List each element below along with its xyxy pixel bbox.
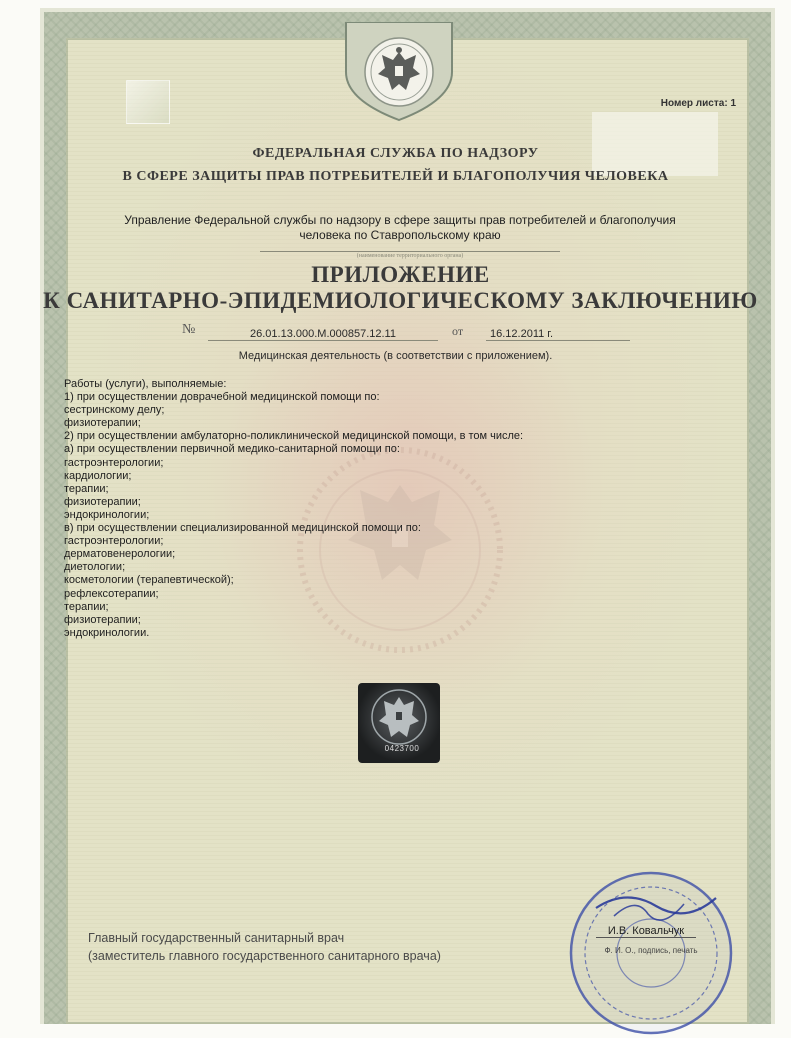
works-list-item: косметологии (терапевтической); bbox=[64, 574, 234, 587]
works-list-item: Работы (услуги), выполняемые: bbox=[64, 378, 227, 390]
works-list-item: рефлексотерапии; bbox=[64, 587, 159, 600]
hologram-serial: 0423700 bbox=[384, 744, 420, 753]
works-list-item: физиотерапии; bbox=[64, 613, 141, 626]
works-list bbox=[64, 378, 624, 640]
hologram-eagle-icon bbox=[358, 683, 440, 753]
works-list-item: физиотерапии; bbox=[64, 417, 141, 430]
works-list-item: гастроэнтерологии; bbox=[64, 456, 164, 469]
document-title-line2: К САНИТАРНО-ЭПИДЕМИОЛОГИЧЕСКОМУ ЗАКЛЮЧЕНИЮ bbox=[43, 288, 758, 313]
signature-caption: Ф. И. О., подпись, печать bbox=[604, 946, 698, 955]
works-list-item: 2) при осуществлении амбулаторно-поликлинической медицинской помощи, в том числе: bbox=[64, 430, 524, 443]
sheet-number: Номер листа: 1 bbox=[660, 98, 736, 109]
paper-light-patch bbox=[592, 112, 718, 176]
date-label: от bbox=[452, 324, 464, 338]
works-list-item: эндокринологии. bbox=[64, 626, 150, 639]
territorial-authority: Управление Федеральной службы по надзору в сфере защиты прав потребителей и благополучия человека по Ставропольскому краю bbox=[124, 213, 676, 242]
works-list-item: терапии; bbox=[64, 482, 109, 495]
signatory-position-deputy: (заместитель главного государственного санитарного врача) bbox=[88, 949, 441, 963]
works-list-item: кардиологии; bbox=[64, 469, 132, 482]
conclusion-number: 26.01.13.000.М.000857.12.11 bbox=[208, 328, 438, 341]
document-title-line1: ПРИЛОЖЕНИЕ bbox=[311, 262, 490, 287]
agency-title-line1: ФЕДЕРАЛЬНАЯ СЛУЖБА ПО НАДЗОРУ bbox=[252, 146, 539, 161]
works-list-item: 1) при осуществлении доврачебной медицинской помощи по: bbox=[64, 391, 380, 404]
signatory-name: И.В. Ковальчук bbox=[596, 925, 696, 938]
works-list-item: гастроэнтерологии; bbox=[64, 535, 164, 548]
authority-caption: (наименование территориального органа) bbox=[260, 251, 560, 259]
number-label: № bbox=[182, 322, 196, 337]
state-emblem-icon bbox=[338, 22, 460, 122]
signatory-position: Главный государственный санитарный врач bbox=[88, 931, 345, 945]
works-list-item: дерматовенерологии; bbox=[64, 548, 176, 561]
agency-title-line2: В СФЕРЕ ЗАЩИТЫ ПРАВ ПОТРЕБИТЕЛЕЙ И БЛАГОПОЛУЧИЯ ЧЕЛОВЕКА bbox=[122, 169, 669, 184]
works-list-item: а) при осуществлении первичной медико-санитарной помощи по: bbox=[64, 443, 400, 456]
works-list-item: терапии; bbox=[64, 600, 109, 613]
conclusion-date: 16.12.2011 г. bbox=[486, 328, 630, 341]
works-list-item: сестринскому делу; bbox=[64, 404, 165, 417]
activity-type: Медицинская деятельность (в соответствии с приложением). bbox=[238, 350, 553, 362]
hologram-sticker bbox=[126, 80, 170, 124]
works-list-item: в) при осуществлении специализированной медицинской помощи по: bbox=[64, 522, 421, 535]
works-list-item: физиотерапии; bbox=[64, 495, 141, 508]
works-list-item: диетологии; bbox=[64, 561, 126, 574]
works-list-item: эндокринологии; bbox=[64, 508, 150, 521]
